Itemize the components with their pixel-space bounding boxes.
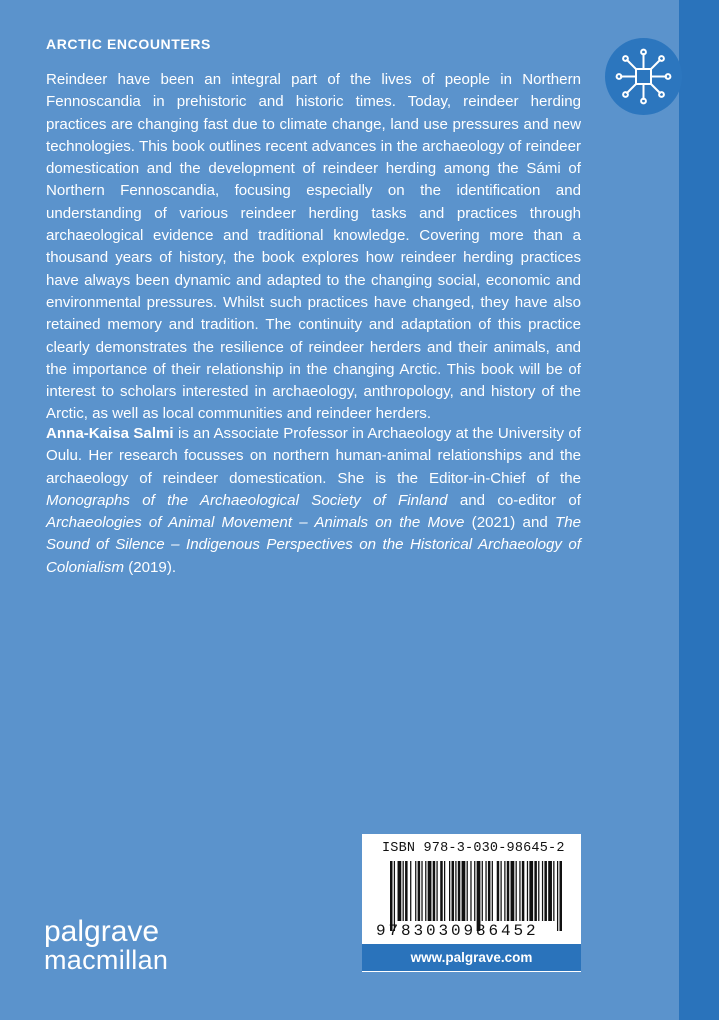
- barcode-bar: [403, 861, 404, 921]
- barcode-bar: [482, 861, 483, 921]
- bio-series-title: Monographs of the Archaeological Society of Finland: [46, 491, 448, 509]
- barcode-bar: [444, 861, 445, 921]
- barcode-bar: [529, 861, 533, 921]
- barcode-bar: [548, 861, 552, 921]
- barcode-bar: [477, 861, 481, 931]
- barcode-bar: [500, 861, 501, 921]
- author-bio: [46, 423, 581, 579]
- barcode-bar: [553, 861, 554, 921]
- barcode-bar: [474, 861, 475, 921]
- bio-text-4: (2019).: [124, 558, 177, 576]
- barcode-bar: [504, 861, 505, 921]
- barcode-bar: [488, 861, 491, 921]
- barcode-bar: [436, 861, 437, 921]
- barcode-bar: [421, 861, 422, 921]
- barcode-bar: [485, 861, 486, 921]
- barcode-bar: [433, 861, 436, 921]
- barcode-bar: [519, 861, 520, 921]
- barcode-bar: [507, 861, 510, 921]
- barcode-bar: [390, 861, 393, 931]
- barcode-bar: [458, 861, 461, 921]
- barcode-bar: [511, 861, 515, 921]
- barcode-bar: [394, 861, 395, 931]
- barcode-bar: [527, 861, 528, 921]
- barcode-bar: [559, 861, 562, 931]
- barcode-bar: [440, 861, 443, 921]
- barcode-bar: [542, 861, 543, 921]
- barcode-bar: [516, 861, 517, 921]
- publisher-line-2: macmillan: [44, 945, 169, 975]
- spine-stripe: [679, 0, 719, 1020]
- barcode-bar: [492, 861, 493, 921]
- bio-book-1: Archaeologies of Animal Movement – Animals on the Move: [46, 514, 465, 532]
- barcode-bar: [449, 861, 450, 921]
- barcode-bar: [415, 861, 416, 921]
- isbn-label: ISBN 978-3-030-98645-2: [382, 841, 565, 856]
- barcode-bar: [497, 861, 500, 921]
- barcode-bar: [522, 861, 525, 921]
- publisher-logo: [44, 915, 169, 975]
- barcode-bar: [467, 861, 468, 921]
- publisher-line-1: palgrave: [44, 915, 160, 948]
- network-node-icon: [605, 38, 682, 115]
- barcode-bar: [428, 861, 432, 921]
- bio-book-2: The Sound of Silence – Indigenous Perspectives on the Historical Archaeology of Colonialism: [46, 514, 581, 576]
- author-name: Anna-Kaisa Salmi: [46, 425, 174, 442]
- publisher-website-link[interactable]: www.palgrave.com: [362, 944, 581, 971]
- barcode-bar: [534, 861, 537, 921]
- bio-text-2: and co-editor of: [447, 491, 581, 509]
- barcode-bar: [462, 861, 466, 921]
- barcode-bar: [557, 861, 558, 931]
- book-description: Reindeer have been an integral part of the lives of people in Northern Fennoscandia in prehistoric and historic times. Today, reindeer herding practices are changing fast due to climate change, land use pressures and new technologies. This book outlines recent advances in the archaeology of reindeer domestication and the development of reindeer herding among the Sámi of Northern Fennoscandia, focusing especially on the identification and understanding of various reindeer herding tasks and practices through archaeological evidence and traditional knowledge. Covering more than a thousand years of history, the book explores how reindeer herding practices have always been dynamic and adapted to the changing social, economic and environmental pressures. Whilst such practices have changed, they have also retained memory and tradition. The continuity and adaptation of this practice clearly demonstrates the resilience of reindeer herders and their animals, and the importance of their relationship in the changing Arctic. This book will be of interest to scholars interested in archaeology, anthropology, and history of the Arctic, as well as local communities and reindeer herders.: [46, 71, 581, 423]
- barcode-bar: [538, 861, 539, 921]
- barcode-bar: [405, 861, 408, 921]
- barcode-bar: [425, 861, 426, 921]
- barcode-bar: [452, 861, 455, 921]
- series-title: ARCTIC ENCOUNTERS: [46, 36, 211, 52]
- barcode-bar: [470, 861, 471, 921]
- barcode-bar: [418, 861, 421, 921]
- barcode-bar: [455, 861, 456, 921]
- bio-text-3: (2021) and: [464, 514, 555, 532]
- ean-digits: 9783030986452: [376, 922, 539, 940]
- bio-text-1: is an Associate Professor in Archaeology at the University of Oulu. Her research focusses on northern human-animal relationships and the archaeology of reindeer domestication. She is the Editor-in-Chief of the: [46, 425, 581, 487]
- barcode-bar: [544, 861, 547, 921]
- barcode-bar: [398, 861, 402, 921]
- barcode-icon: [390, 861, 562, 931]
- barcode-bar: [410, 861, 411, 921]
